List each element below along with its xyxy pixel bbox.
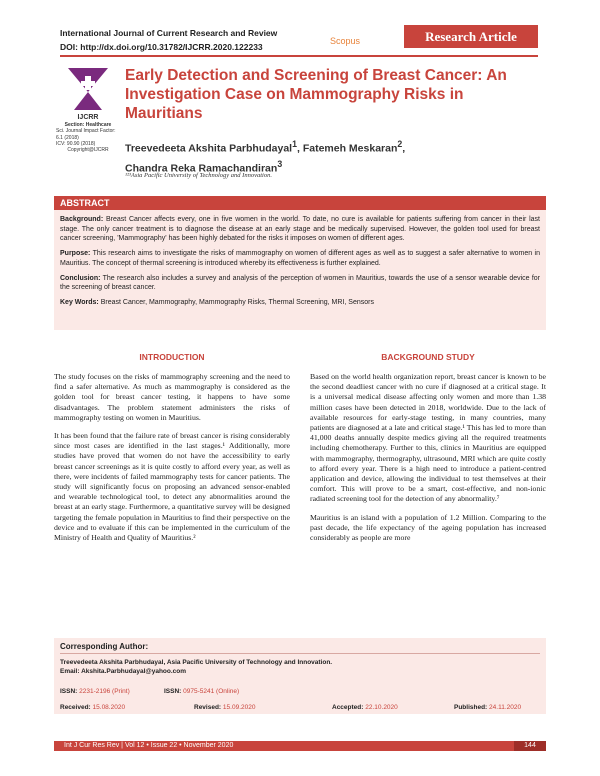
abstract-conclusion: The research also includes a survey and analysis of the perception of women in Mauritius, towards the use of a sensor wearable device for the screening of breast cancer.: [60, 274, 541, 292]
logo-impact: Sci. Journal Impact Factor: 6.1 (2018): [56, 128, 116, 141]
abstract-panel: [54, 196, 546, 330]
introduction-column: [54, 372, 290, 551]
author-2: Fatemeh Meskaran: [302, 142, 398, 155]
issn-online-label: ISSN:: [164, 688, 182, 695]
date-received: [60, 704, 125, 711]
affiliation: ¹²³Asia Pacific University of Technology and Innovation.: [125, 172, 272, 179]
author-1: Treevedeeta Akshita Parbhudayal: [125, 142, 293, 155]
logo-name: IJCRR: [77, 114, 99, 121]
journal-logo-icon: [64, 64, 112, 114]
issn-print-value: 2231-2196 (Print): [79, 688, 130, 695]
received-label: Received:: [60, 704, 91, 711]
issn-print-label: ISSN:: [60, 688, 78, 695]
abstract-purpose: This research aims to investigate the risks of mammography on women of different ages as well as to suggest a safer alternative to women in Mauritius. The concept of thermal screening is introduced whereby its effectiveness is further explained.: [60, 250, 540, 267]
author-1-affil: 1: [292, 139, 297, 149]
date-revised: [194, 704, 255, 711]
scopus-logo: Scopus: [330, 36, 361, 46]
issn-online: [164, 688, 239, 695]
logo-copyright: Copyright@IJCRR: [67, 147, 109, 154]
abstract-background-label: Background:: [60, 216, 104, 223]
background-study-column: [310, 372, 546, 551]
received-value: 15.08.2020: [92, 704, 126, 711]
intro-paragraph-1: The study focuses on the risks of mammography screening and the need to find a safer alternative. As much as mammography is considered as the golden tool for breast cancer testing, it happens to have some disadvantages. The problem statement administers the risks of mammography testing on women in Mauritius.: [54, 372, 290, 422]
accepted-value: 22.10.2020: [365, 704, 398, 711]
background-study-heading: BACKGROUND STUDY: [381, 352, 475, 362]
published-value: 24.11.2020: [489, 704, 522, 711]
introduction-heading: INTRODUCTION: [139, 352, 205, 362]
corresponding-name: Treevedeeta Akshita Parbhudayal, Asia Pacific University of Technology and Innovation.: [60, 659, 333, 666]
page-number: 144: [514, 741, 546, 751]
journal-name: International Journal of Current Research and Review: [60, 28, 278, 38]
abstract-background: Breast Cancer affects every, one in five women in the world. To date, no cure is available for patients suffering from cancer in their last stage. The only cancer treatment is to diagnose the disease at an early stage and be medically supervised. However, the golden tool used for breast cancer screening, 'Mammography' has been highly debated for the risks it imposes on women of different ages.: [60, 216, 541, 243]
issn-online-value: 0975-5241 (Online): [183, 688, 240, 695]
logo-icv: ICV: 90.90 (2018): [56, 140, 96, 147]
date-published: [454, 704, 521, 711]
doi-link[interactable]: DOI: http://dx.doi.org/10.31782/IJCRR.2020.122233: [60, 42, 263, 52]
header-divider: [60, 55, 538, 57]
author-3-affil: 3: [277, 158, 283, 169]
abstract-body: [54, 210, 546, 308]
author-2-affil: 2: [397, 139, 403, 149]
published-label: Published:: [454, 704, 488, 711]
corresponding-heading: Corresponding Author:: [60, 642, 149, 651]
background-paragraph-2: Mauritius is an island with a population of 1.2 Million. Comparing to the past decade, the life expectancy of the ageing population has increased considerably as people are more: [310, 512, 546, 543]
corresponding-author-panel: [54, 638, 546, 714]
article-title: Early Detection and Screening of Breast Cancer: An Investigation Case on Mammography Risks in Mauritians: [125, 67, 507, 122]
corresponding-email[interactable]: Email: Akshita.Parbhudayal@yahoo.com: [60, 668, 187, 675]
intro-paragraph-2: It has been found that the failure rate of breast cancer is rising considerably since most cases are identified in the last stages.¹ Additionally, more studies have proved that women do not have the accessibility to early breast cancer screenings as it is quite costly to afford every year, as well as there, were incidents of failed mammography tests for cancer patients. The study will significantly focus on proposing an advanced sensor-enabled and wearable technological tool, to detect any abnormalities around the breast at an early stage. Furthermore, a quantitative survey will be designed targeting the female population in Mauritius to find their perspective on the device and to evaluate if this can be implemented in the curriculum of the Ministry of Health and Quality of Mauritius.²: [54, 431, 290, 543]
corresponding-divider: [60, 653, 540, 654]
logo-section: Section: Healthcare: [64, 122, 112, 128]
keywords: Breast Cancer, Mammography, Mammography Risks, Thermal Screening, MRI, Sensors: [100, 298, 374, 306]
journal-logo-text: [56, 114, 120, 153]
article-type-badge: Research Article: [404, 25, 538, 48]
footer-citation: Int J Cur Res Rev | Vol 12 • Issue 22 • November 2020: [64, 742, 234, 749]
abstract-conclusion-label: Conclusion:: [60, 274, 101, 282]
keywords-label: Key Words:: [60, 298, 99, 306]
accepted-label: Accepted:: [332, 704, 364, 711]
author-list: Treevedeeta Akshita Parbhudayal$^1$, Fatemeh Meskaran$^2$, Chandra Reka Ramachandiran$^3$: [125, 139, 406, 174]
abstract-purpose-label: Purpose:: [60, 250, 91, 258]
background-paragraph-1: Based on the world health organization report, breast cancer is known to be the second deadliest cancer with no cure if diagnosed at a critical stage. It is a universal medical disease affecting only women and more than 1.38 million cases have been detected in 2018, worldwide. Due to the lack of available resources for early-stage testing, in many countries, many patients are diagnosed at a late and critical stage.¹ This has led to more than 41,000 deaths annually despite medics giving all the required treatments including chemotherapy. Further to this, clinics in Mauritius are equipped with mammography, thermography, ultrasound, MRI which are quite costly to afford every year. There is a high need to introduce a patient-centred application and device, allowing the individual to test themselves at their comfort. This will prove to be a smart, cost-effective, and non-ionic radiated screening tool for the detection of any abnormality.⁷: [310, 372, 546, 504]
date-accepted: [332, 704, 398, 711]
abstract-heading: ABSTRACT: [54, 196, 546, 210]
revised-value: 15.09.2020: [222, 704, 256, 711]
author-3: Chandra Reka Ramachandiran: [125, 162, 278, 174]
issn-print: [60, 688, 130, 695]
revised-label: Revised:: [194, 704, 222, 711]
